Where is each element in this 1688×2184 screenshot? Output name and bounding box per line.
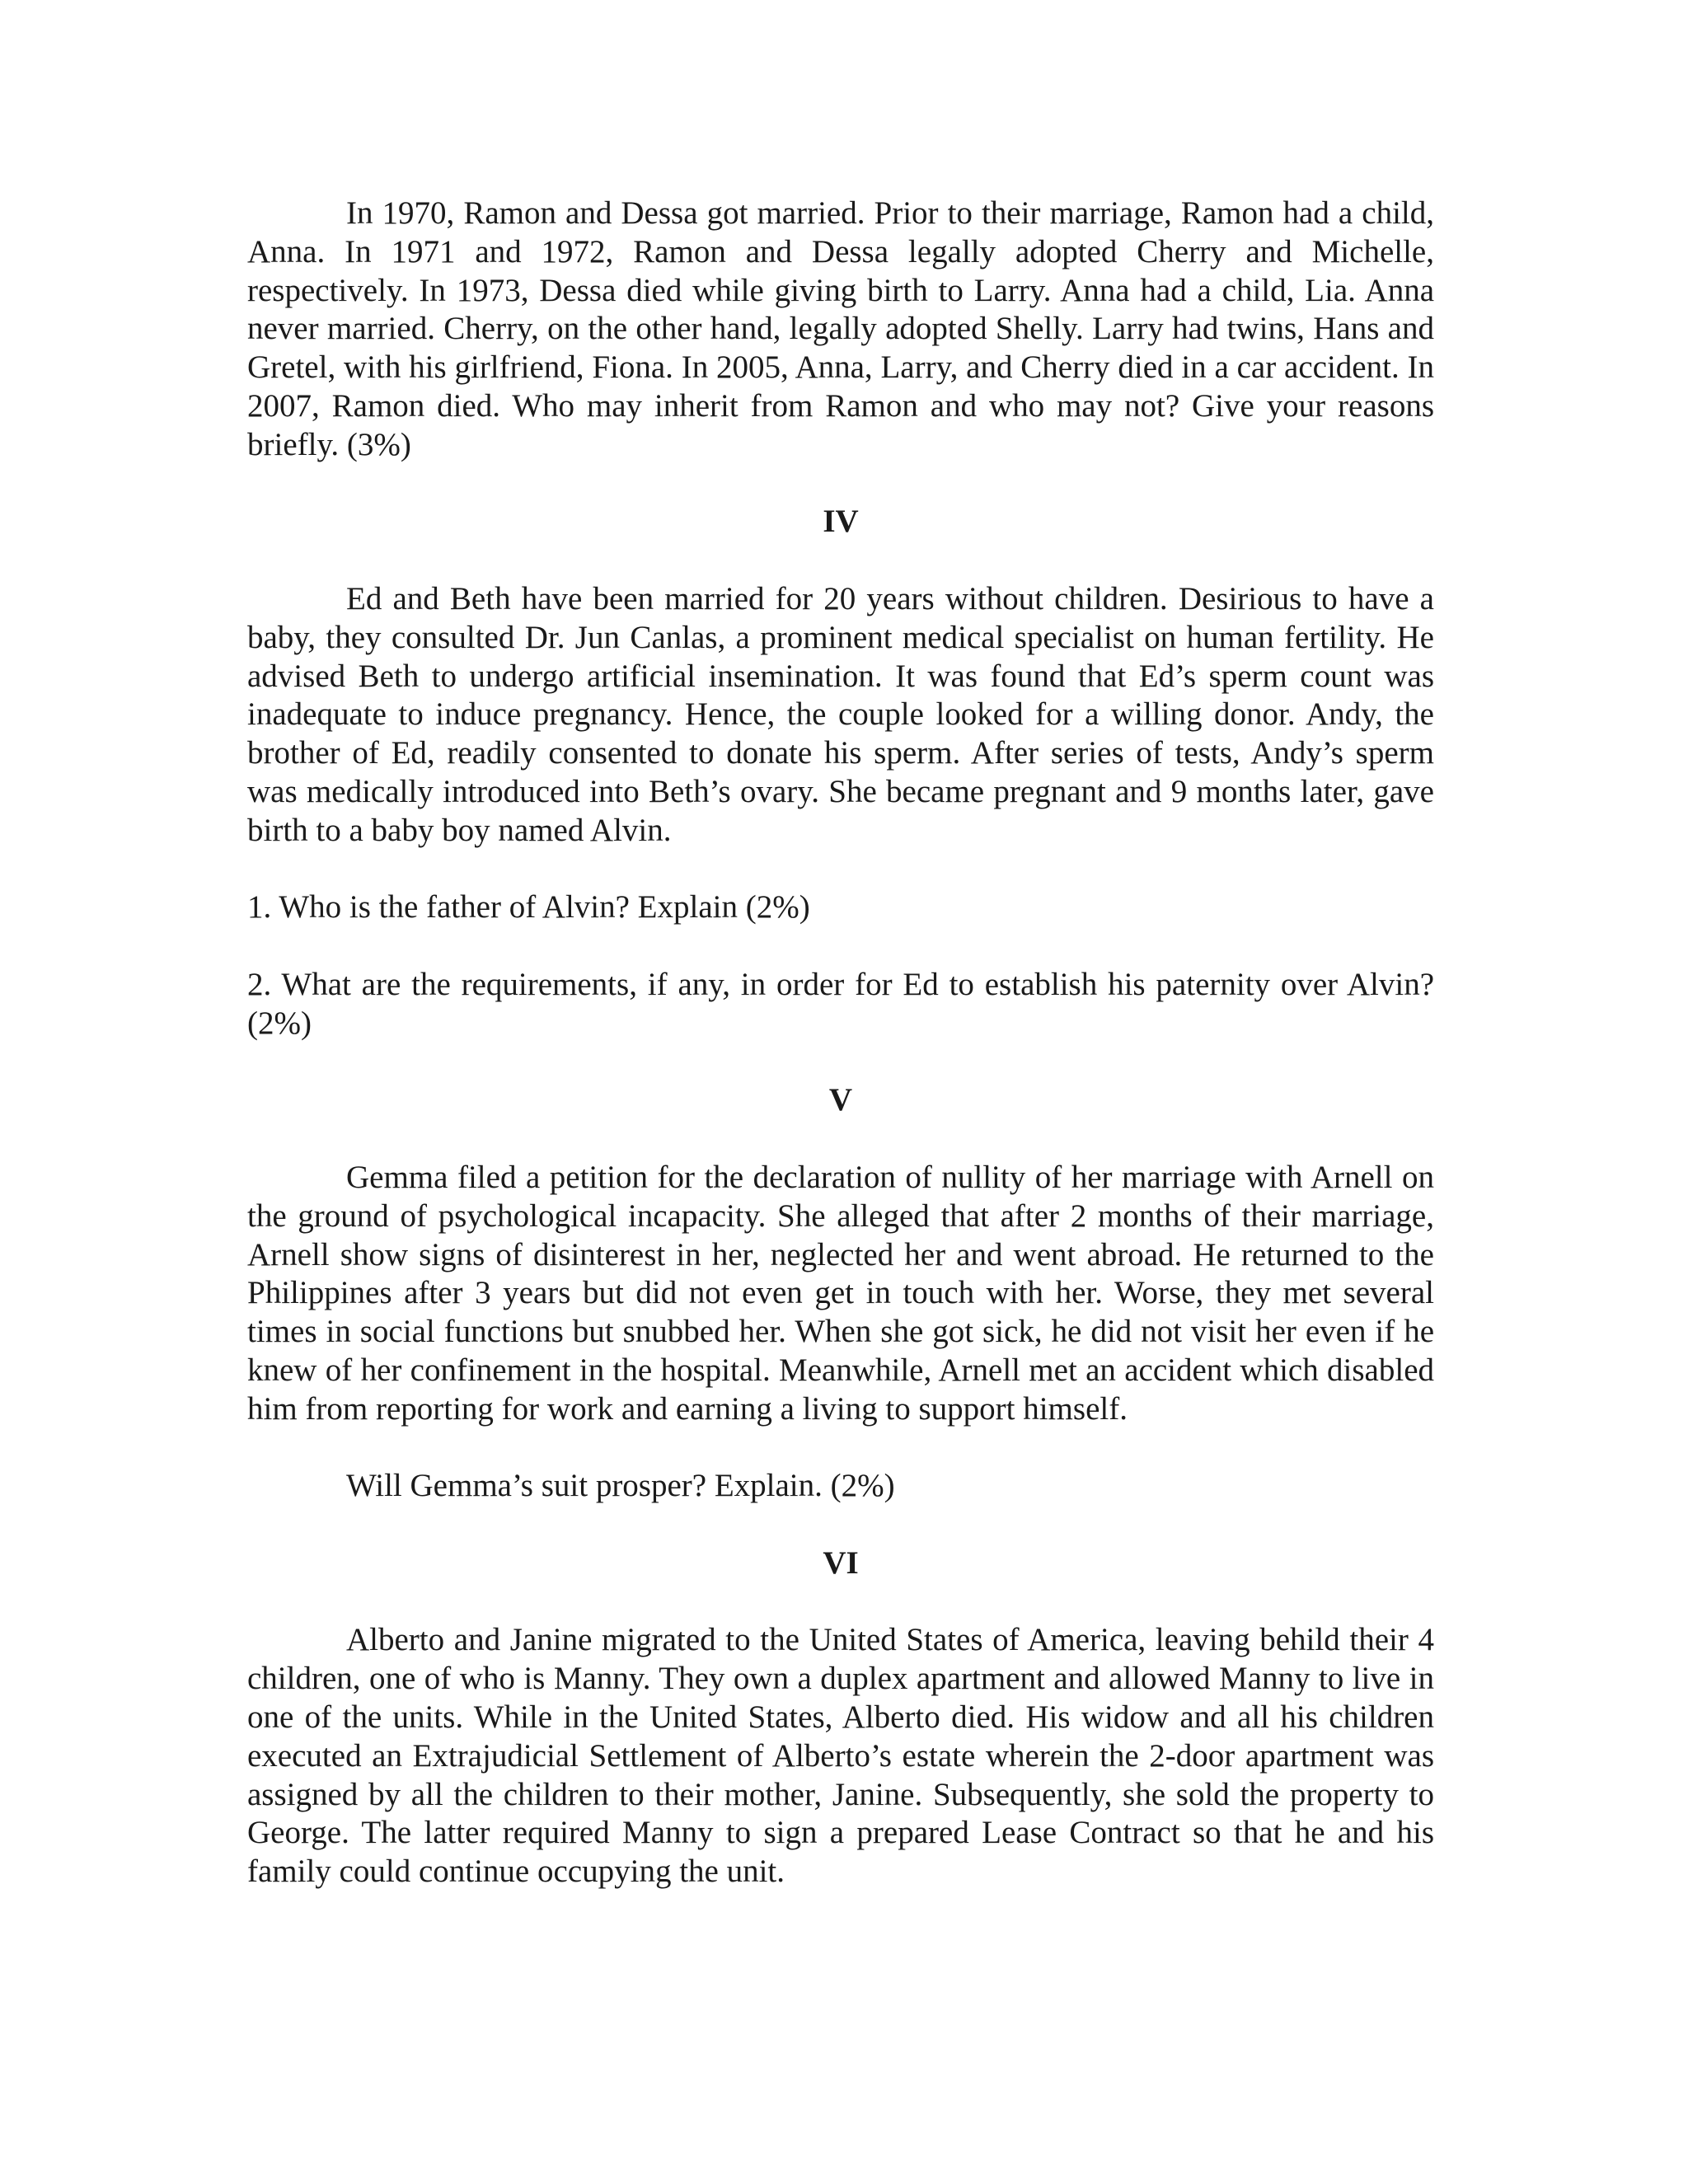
document-content xyxy=(247,194,1434,1891)
question-iv-1: 1. Who is the father of Alvin? Explain (2%) xyxy=(247,889,810,926)
question-iv-2: 2. What are the requirements, if any, in order for Ed to establish his paternity over Alvin? (2%) xyxy=(247,966,1434,1041)
question-v: Will Gemma’s suit prosper? Explain. (2%) xyxy=(346,1468,895,1504)
section-heading-v: V xyxy=(828,1082,853,1118)
section-heading-iv: IV xyxy=(823,504,859,540)
paragraph-gemma-arnell-facts: Gemma filed a petition for the declaration of nullity of her marriage with Arnell on the ground of psychological incapacity. She alleged that after 2 months of their marriage, Arnell show signs of disinterest in her, neglected her and went abroad. He returned to the Philippines after 3 years but did not even get in touch with her. Worse, they met several times in social functions but snubbed her. When she got sick, he did not visit her even if he knew of her confinement in the hospital. Meanwhile, Arnell met an accident which disabled him from reporting for work and earning a living to support himself. xyxy=(247,1159,1434,1427)
paragraph-ed-beth-facts: Ed and Beth have been married for 20 years without children. Desirious to have a baby, they consulted Dr. Jun Canlas, a prominent medical specialist on human fertility. He advised Beth to undergo artificial insemination. It was found that Ed’s sperm count was inadequate to induce pregnancy. Hence, the couple looked for a willing donor. Andy, the brother of Ed, readily consented to donate his sperm. After series of tests, Andy’s sperm was medically introduced into Beth’s ovary. She became pregnant and 9 months later, gave birth to a baby boy named Alvin. xyxy=(247,580,1434,848)
paragraph-alberto-janine-facts: Alberto and Janine migrated to the United States of America, leaving behild their 4 children, one of who is Manny. They own a duplex apartment and allowed Manny to live in one of the units. While in the United States, Alberto died. His widow and all his children executed an Extrajudicial Settlement of Alberto’s estate wherein the 2-door apartment was assigned by all the children to their mother, Janine. Subsequently, she sold the property to George. The latter required Manny to sign a prepared Lease Contract so that he and his family could continue occupying the unit. xyxy=(247,1622,1434,1890)
paragraph-ramon-dessa-question: In 1970, Ramon and Dessa got married. Prior to their marriage, Ramon had a child, Anna. In 1971 and 1972, Ramon and Dessa legally adopted Cherry and Michelle, respectively. In 1973, Dessa died while giving birth to Larry. Anna had a child, Lia. Anna never married. Cherry, on the other hand, legally adopted Shelly. Larry had twins, Hans and Gretel, with his girlfriend, Fiona. In 2005, Anna, Larry, and Cherry died in a car accident. In 2007, Ramon died. Who may inherit from Ramon and who may not? Give your reasons briefly. (3%) xyxy=(247,195,1434,462)
section-heading-vi: VI xyxy=(823,1544,859,1581)
